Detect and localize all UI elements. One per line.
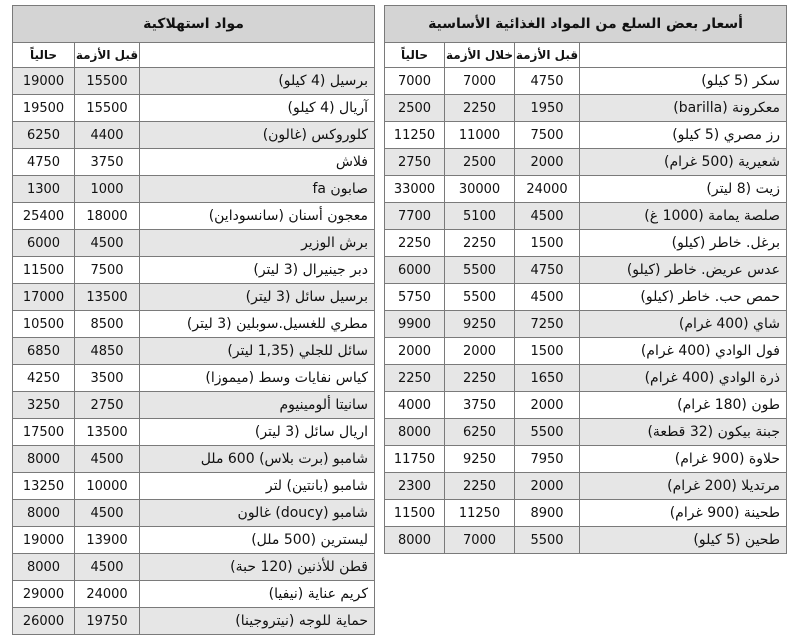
table-row bbox=[13, 68, 375, 95]
price-before: 4750 bbox=[515, 68, 580, 95]
item-name: صلصة يمامة (1000 غ) bbox=[580, 203, 787, 230]
item-name: صابون fa bbox=[140, 176, 375, 203]
table-row bbox=[385, 257, 787, 284]
table-row bbox=[385, 149, 787, 176]
price-now: 2250 bbox=[385, 365, 445, 392]
food-prices-table-body bbox=[385, 68, 787, 554]
item-name: قطن للأذنين (120 حبة) bbox=[140, 554, 375, 581]
price-now: 17500 bbox=[13, 419, 75, 446]
price-now: 8000 bbox=[13, 554, 75, 581]
price-before: 3500 bbox=[75, 365, 140, 392]
price-during: 2250 bbox=[445, 95, 515, 122]
item-name: ليسترين (500 ملل) bbox=[140, 527, 375, 554]
price-before: 1950 bbox=[515, 95, 580, 122]
price-now: 25400 bbox=[13, 203, 75, 230]
price-now: 26000 bbox=[13, 608, 75, 635]
price-before: 4850 bbox=[75, 338, 140, 365]
table-row bbox=[13, 527, 375, 554]
item-name: اريال سائل (3 ليتر) bbox=[140, 419, 375, 446]
column-header-item bbox=[580, 43, 787, 68]
price-now: 2300 bbox=[385, 473, 445, 500]
item-name: طون (180 غرام) bbox=[580, 392, 787, 419]
price-now: 11750 bbox=[385, 446, 445, 473]
price-before: 4500 bbox=[75, 500, 140, 527]
table-row bbox=[13, 176, 375, 203]
consumables-table bbox=[12, 5, 375, 635]
price-during: 9250 bbox=[445, 446, 515, 473]
table-row bbox=[385, 176, 787, 203]
price-now: 11250 bbox=[385, 122, 445, 149]
column-header-now: حالياً bbox=[13, 43, 75, 68]
price-now: 4250 bbox=[13, 365, 75, 392]
item-name: حمص حب. خاطر (كيلو) bbox=[580, 284, 787, 311]
table-row bbox=[13, 419, 375, 446]
price-before: 1650 bbox=[515, 365, 580, 392]
price-during: 5500 bbox=[445, 257, 515, 284]
price-before: 2000 bbox=[515, 149, 580, 176]
price-now: 4000 bbox=[385, 392, 445, 419]
table-row bbox=[13, 284, 375, 311]
price-before: 13500 bbox=[75, 419, 140, 446]
table-row bbox=[13, 365, 375, 392]
price-now: 7000 bbox=[385, 68, 445, 95]
table-row bbox=[385, 284, 787, 311]
food-prices-table-title: أسعار بعض السلع من المواد الغذائية الأساسية bbox=[385, 6, 787, 43]
price-during: 2250 bbox=[445, 230, 515, 257]
table-row bbox=[13, 446, 375, 473]
table-row bbox=[13, 203, 375, 230]
price-before: 4500 bbox=[515, 203, 580, 230]
price-before: 7250 bbox=[515, 311, 580, 338]
table-row bbox=[13, 230, 375, 257]
price-before: 4500 bbox=[75, 230, 140, 257]
price-during: 6250 bbox=[445, 419, 515, 446]
item-name: جبنة بيكون (32 قطعة) bbox=[580, 419, 787, 446]
price-before: 13500 bbox=[75, 284, 140, 311]
price-before: 7950 bbox=[515, 446, 580, 473]
price-before: 7500 bbox=[515, 122, 580, 149]
item-name: سانيتا ألومينيوم bbox=[140, 392, 375, 419]
table-row bbox=[13, 608, 375, 635]
item-name: سائل للجلي (1,35 ليتر) bbox=[140, 338, 375, 365]
table-row bbox=[13, 95, 375, 122]
item-name: رز مصري (5 كيلو) bbox=[580, 122, 787, 149]
price-now: 6850 bbox=[13, 338, 75, 365]
price-now: 11500 bbox=[13, 257, 75, 284]
table-row bbox=[385, 203, 787, 230]
price-before: 5500 bbox=[515, 419, 580, 446]
item-name: كلوروكس (غالون) bbox=[140, 122, 375, 149]
price-before: 1500 bbox=[515, 338, 580, 365]
table-row bbox=[385, 95, 787, 122]
consumables-table-title: مواد استهلاكية bbox=[13, 6, 375, 43]
table-row bbox=[13, 500, 375, 527]
table-row bbox=[13, 257, 375, 284]
price-before: 3750 bbox=[75, 149, 140, 176]
table-row bbox=[13, 122, 375, 149]
table-row bbox=[13, 392, 375, 419]
price-before: 1000 bbox=[75, 176, 140, 203]
price-now: 33000 bbox=[385, 176, 445, 203]
price-before: 15500 bbox=[75, 95, 140, 122]
price-now: 2500 bbox=[385, 95, 445, 122]
price-now: 19500 bbox=[13, 95, 75, 122]
price-before: 2750 bbox=[75, 392, 140, 419]
price-during: 2250 bbox=[445, 365, 515, 392]
item-name: كياس نفايات وسط (ميموزا) bbox=[140, 365, 375, 392]
table-row bbox=[385, 419, 787, 446]
price-during: 5500 bbox=[445, 284, 515, 311]
price-before: 4400 bbox=[75, 122, 140, 149]
table-row bbox=[385, 473, 787, 500]
item-name: برسيل (4 كيلو) bbox=[140, 68, 375, 95]
item-name: شامبو (برت بلاس) 600 ملل bbox=[140, 446, 375, 473]
table-row bbox=[13, 554, 375, 581]
item-name: معكرونة (barilla) bbox=[580, 95, 787, 122]
item-name: حماية للوجه (نيتروجينا) bbox=[140, 608, 375, 635]
price-before: 4750 bbox=[515, 257, 580, 284]
price-before: 4500 bbox=[75, 446, 140, 473]
item-name: شامبو (doucy) غالون bbox=[140, 500, 375, 527]
price-before: 18000 bbox=[75, 203, 140, 230]
price-before: 10000 bbox=[75, 473, 140, 500]
item-name: مطري للغسيل.سوبلين (3 ليتر) bbox=[140, 311, 375, 338]
item-name: دبر جينيرال (3 ليتر) bbox=[140, 257, 375, 284]
price-now: 2750 bbox=[385, 149, 445, 176]
price-now: 3250 bbox=[13, 392, 75, 419]
price-now: 13250 bbox=[13, 473, 75, 500]
column-header-during: خلال الأزمة bbox=[445, 43, 515, 68]
item-name: زيت (8 ليتر) bbox=[580, 176, 787, 203]
price-now: 8000 bbox=[13, 500, 75, 527]
price-now: 6250 bbox=[13, 122, 75, 149]
table-row bbox=[385, 527, 787, 554]
table-row bbox=[13, 311, 375, 338]
price-during: 2500 bbox=[445, 149, 515, 176]
table-row bbox=[13, 473, 375, 500]
price-during: 11250 bbox=[445, 500, 515, 527]
price-now: 17000 bbox=[13, 284, 75, 311]
price-during: 11000 bbox=[445, 122, 515, 149]
item-name: فلاش bbox=[140, 149, 375, 176]
price-during: 7000 bbox=[445, 68, 515, 95]
price-now: 6000 bbox=[385, 257, 445, 284]
price-before: 1500 bbox=[515, 230, 580, 257]
price-during: 30000 bbox=[445, 176, 515, 203]
price-now: 5750 bbox=[385, 284, 445, 311]
table-row bbox=[385, 338, 787, 365]
table-row bbox=[13, 581, 375, 608]
price-now: 8000 bbox=[385, 419, 445, 446]
consumables-table-body bbox=[13, 68, 375, 635]
price-now: 19000 bbox=[13, 68, 75, 95]
item-name: برغل. خاطر (كيلو) bbox=[580, 230, 787, 257]
price-before: 2000 bbox=[515, 473, 580, 500]
item-name: شاي (400 غرام) bbox=[580, 311, 787, 338]
price-now: 2250 bbox=[385, 230, 445, 257]
price-during: 5100 bbox=[445, 203, 515, 230]
table-row bbox=[385, 500, 787, 527]
item-name: برسيل سائل (3 ليتر) bbox=[140, 284, 375, 311]
price-before: 24000 bbox=[515, 176, 580, 203]
table-row bbox=[13, 149, 375, 176]
price-before: 2000 bbox=[515, 392, 580, 419]
price-now: 7700 bbox=[385, 203, 445, 230]
price-now: 2000 bbox=[385, 338, 445, 365]
price-now: 8000 bbox=[13, 446, 75, 473]
price-before: 13900 bbox=[75, 527, 140, 554]
price-before: 15500 bbox=[75, 68, 140, 95]
price-now: 9900 bbox=[385, 311, 445, 338]
price-before: 8900 bbox=[515, 500, 580, 527]
table-row bbox=[385, 122, 787, 149]
table-row bbox=[385, 311, 787, 338]
price-now: 4750 bbox=[13, 149, 75, 176]
price-before: 24000 bbox=[75, 581, 140, 608]
item-name: برش الوزير bbox=[140, 230, 375, 257]
price-now: 11500 bbox=[385, 500, 445, 527]
table-row bbox=[385, 365, 787, 392]
price-now: 1300 bbox=[13, 176, 75, 203]
item-name: سكر (5 كيلو) bbox=[580, 68, 787, 95]
table-row bbox=[385, 446, 787, 473]
price-now: 29000 bbox=[13, 581, 75, 608]
price-before: 5500 bbox=[515, 527, 580, 554]
column-header-item bbox=[140, 43, 375, 68]
table-row bbox=[385, 230, 787, 257]
item-name: كريم عناية (نيفيا) bbox=[140, 581, 375, 608]
price-before: 4500 bbox=[515, 284, 580, 311]
table-row bbox=[385, 392, 787, 419]
food-prices-table bbox=[384, 5, 787, 554]
table-row bbox=[13, 338, 375, 365]
price-now: 19000 bbox=[13, 527, 75, 554]
price-before: 19750 bbox=[75, 608, 140, 635]
price-during: 2000 bbox=[445, 338, 515, 365]
price-now: 8000 bbox=[385, 527, 445, 554]
column-header-before: قبل الأزمة bbox=[515, 43, 580, 68]
price-now: 6000 bbox=[13, 230, 75, 257]
price-before: 7500 bbox=[75, 257, 140, 284]
price-during: 3750 bbox=[445, 392, 515, 419]
price-during: 7000 bbox=[445, 527, 515, 554]
item-name: طحينة (900 غرام) bbox=[580, 500, 787, 527]
table-row bbox=[385, 68, 787, 95]
item-name: آريال (4 كيلو) bbox=[140, 95, 375, 122]
item-name: مرتديلا (200 غرام) bbox=[580, 473, 787, 500]
item-name: شامبو (بانتين) لتر bbox=[140, 473, 375, 500]
item-name: حلاوة (900 غرام) bbox=[580, 446, 787, 473]
price-now: 10500 bbox=[13, 311, 75, 338]
price-before: 8500 bbox=[75, 311, 140, 338]
item-name: شعيرية (500 غرام) bbox=[580, 149, 787, 176]
price-before: 4500 bbox=[75, 554, 140, 581]
item-name: ذرة الوادي (400 غرام) bbox=[580, 365, 787, 392]
column-header-before: قبل الأزمة bbox=[75, 43, 140, 68]
item-name: فول الوادي (400 غرام) bbox=[580, 338, 787, 365]
price-during: 2250 bbox=[445, 473, 515, 500]
item-name: طحين (5 كيلو) bbox=[580, 527, 787, 554]
item-name: عدس عريض. خاطر (كيلو) bbox=[580, 257, 787, 284]
price-during: 9250 bbox=[445, 311, 515, 338]
item-name: معجون أسنان (سانسوداين) bbox=[140, 203, 375, 230]
column-header-now: حالياً bbox=[385, 43, 445, 68]
